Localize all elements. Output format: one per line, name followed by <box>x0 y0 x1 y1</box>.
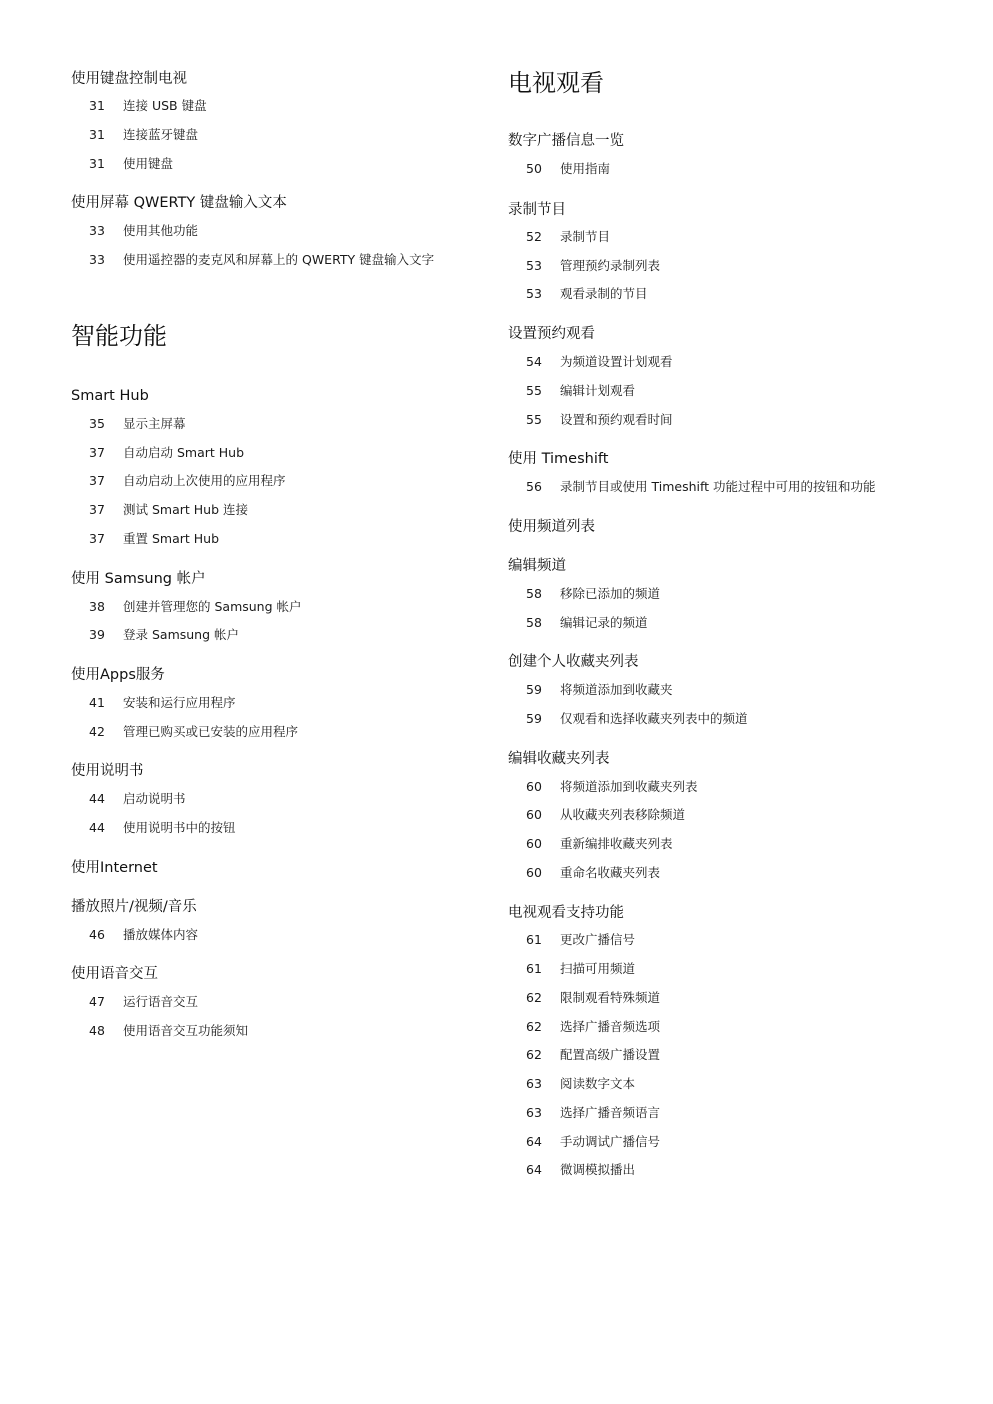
page-number: 59 <box>526 682 542 697</box>
page-number: 62 <box>526 990 542 1005</box>
page-number: 63 <box>526 1076 542 1091</box>
page-number: 35 <box>89 416 105 431</box>
page-number: 44 <box>89 791 105 806</box>
entry-title: 仅观看和选择收藏夹列表中的频道 <box>560 711 748 726</box>
section-heading: 创建个人收藏夹列表 <box>508 654 639 670</box>
page-number: 37 <box>89 502 105 517</box>
entry-title: 编辑记录的频道 <box>560 615 648 630</box>
page-number: 46 <box>89 927 105 942</box>
page-number: 31 <box>89 127 105 142</box>
page-number: 31 <box>89 156 105 171</box>
page-number: 55 <box>526 412 542 427</box>
entry-title: 选择广播音频语言 <box>560 1105 661 1120</box>
entry-title: 配置高级广播设置 <box>560 1047 661 1062</box>
section-heading: 使用说明书 <box>71 763 144 779</box>
page-number: 42 <box>89 724 105 739</box>
section-heading: 使用屏幕 QWERTY 键盘输入文本 <box>71 195 287 211</box>
section-heading: 电视观看支持功能 <box>508 905 624 921</box>
entry-title: 限制观看特殊频道 <box>560 990 661 1005</box>
entry-title: 启动说明书 <box>123 791 186 806</box>
page-number: 37 <box>89 445 105 460</box>
entry-title: 使用说明书中的按钮 <box>123 820 236 835</box>
section-heading: 数字广播信息一览 <box>508 133 624 149</box>
entry-title: 测试 Smart Hub 连接 <box>123 502 248 517</box>
entry-title: 使用其他功能 <box>123 223 199 238</box>
page-number: 63 <box>526 1105 542 1120</box>
entry-title: 播放媒体内容 <box>123 927 199 942</box>
entry-title: 设置和预约观看时间 <box>560 412 673 427</box>
chapter-title: 电视观看 <box>508 69 604 97</box>
page-number: 60 <box>526 865 542 880</box>
entry-title: 录制节目 <box>560 229 611 244</box>
page-number: 56 <box>526 479 542 494</box>
page-number: 52 <box>526 229 542 244</box>
page-number: 59 <box>526 711 542 726</box>
entry-title: 显示主屏幕 <box>123 416 186 431</box>
page-number: 48 <box>89 1023 105 1038</box>
page-number: 33 <box>89 223 105 238</box>
entry-title: 为频道设置计划观看 <box>560 354 673 369</box>
chapter-title: 智能功能 <box>71 322 167 350</box>
entry-title: 管理预约录制列表 <box>560 258 661 273</box>
page-number: 33 <box>89 252 105 267</box>
entry-title: 使用键盘 <box>123 156 174 171</box>
entry-title: 重新编排收藏夹列表 <box>560 836 673 851</box>
section-heading: 使用键盘控制电视 <box>71 71 187 87</box>
entry-title: 从收藏夹列表移除频道 <box>560 807 686 822</box>
page-number: 60 <box>526 807 542 822</box>
page-number: 58 <box>526 615 542 630</box>
entry-title: 手动调试广播信号 <box>560 1134 661 1149</box>
entry-title: 扫描可用频道 <box>560 961 636 976</box>
page-number: 37 <box>89 531 105 546</box>
page-number: 37 <box>89 473 105 488</box>
page-number: 38 <box>89 599 105 614</box>
entry-title: 创建并管理您的 Samsung 帐户 <box>123 599 302 614</box>
page-number: 60 <box>526 779 542 794</box>
entry-title: 选择广播音频选项 <box>560 1019 661 1034</box>
page-number: 47 <box>89 994 105 1009</box>
section-heading: Smart Hub <box>71 388 149 404</box>
section-heading: 使用 Samsung 帐户 <box>71 571 206 587</box>
entry-title: 重置 Smart Hub <box>123 531 220 546</box>
section-heading: 录制节目 <box>508 202 566 218</box>
page-number: 61 <box>526 932 542 947</box>
section-heading: 使用Internet <box>71 860 158 876</box>
section-heading: 编辑收藏夹列表 <box>508 751 610 767</box>
entry-title: 管理已购买或已安装的应用程序 <box>123 724 299 739</box>
page-number: 64 <box>526 1162 542 1177</box>
entry-title: 运行语音交互 <box>123 994 199 1009</box>
entry-title: 连接蓝牙键盘 <box>123 127 199 142</box>
page-number: 60 <box>526 836 542 851</box>
entry-title: 连接 USB 键盘 <box>123 98 207 113</box>
entry-title: 自动启动 Smart Hub <box>123 445 245 460</box>
entry-title: 更改广播信号 <box>560 932 636 947</box>
page-number: 58 <box>526 586 542 601</box>
entry-title: 微调模拟播出 <box>560 1162 636 1177</box>
entry-title: 将频道添加到收藏夹列表 <box>560 779 698 794</box>
page-number: 31 <box>89 98 105 113</box>
section-heading: 设置预约观看 <box>508 326 595 342</box>
section-heading: 使用频道列表 <box>508 519 595 535</box>
section-heading: 编辑频道 <box>508 558 566 574</box>
entry-title: 自动启动上次使用的应用程序 <box>123 473 286 488</box>
entry-title: 阅读数字文本 <box>560 1076 636 1091</box>
entry-title: 移除已添加的频道 <box>560 586 661 601</box>
entry-title: 使用遥控器的麦克风和屏幕上的 QWERTY 键盘输入文字 <box>123 252 435 267</box>
section-heading: 使用语音交互 <box>71 966 158 982</box>
entry-title: 编辑计划观看 <box>560 383 636 398</box>
section-heading: 使用Apps服务 <box>71 667 165 683</box>
entry-title: 录制节目或使用 Timeshift 功能过程中可用的按钮和功能 <box>560 479 876 494</box>
page-number: 61 <box>526 961 542 976</box>
page-number: 41 <box>89 695 105 710</box>
page-number: 53 <box>526 258 542 273</box>
entry-title: 观看录制的节目 <box>560 286 648 301</box>
page-number: 39 <box>89 627 105 642</box>
page-number: 54 <box>526 354 542 369</box>
entry-title: 使用语音交互功能须知 <box>123 1023 249 1038</box>
entry-title: 安装和运行应用程序 <box>123 695 236 710</box>
entry-title: 登录 Samsung 帐户 <box>123 627 240 642</box>
entry-title: 重命名收藏夹列表 <box>560 865 661 880</box>
page-number: 44 <box>89 820 105 835</box>
page-number: 55 <box>526 383 542 398</box>
page-number: 62 <box>526 1019 542 1034</box>
page-number: 50 <box>526 161 542 176</box>
entry-title: 使用指南 <box>560 161 611 176</box>
page-number: 64 <box>526 1134 542 1149</box>
page-number: 62 <box>526 1047 542 1062</box>
entry-title: 将频道添加到收藏夹 <box>560 682 673 697</box>
section-heading: 使用 Timeshift <box>508 451 609 467</box>
page-number: 53 <box>526 286 542 301</box>
section-heading: 播放照片/视频/音乐 <box>71 899 197 915</box>
